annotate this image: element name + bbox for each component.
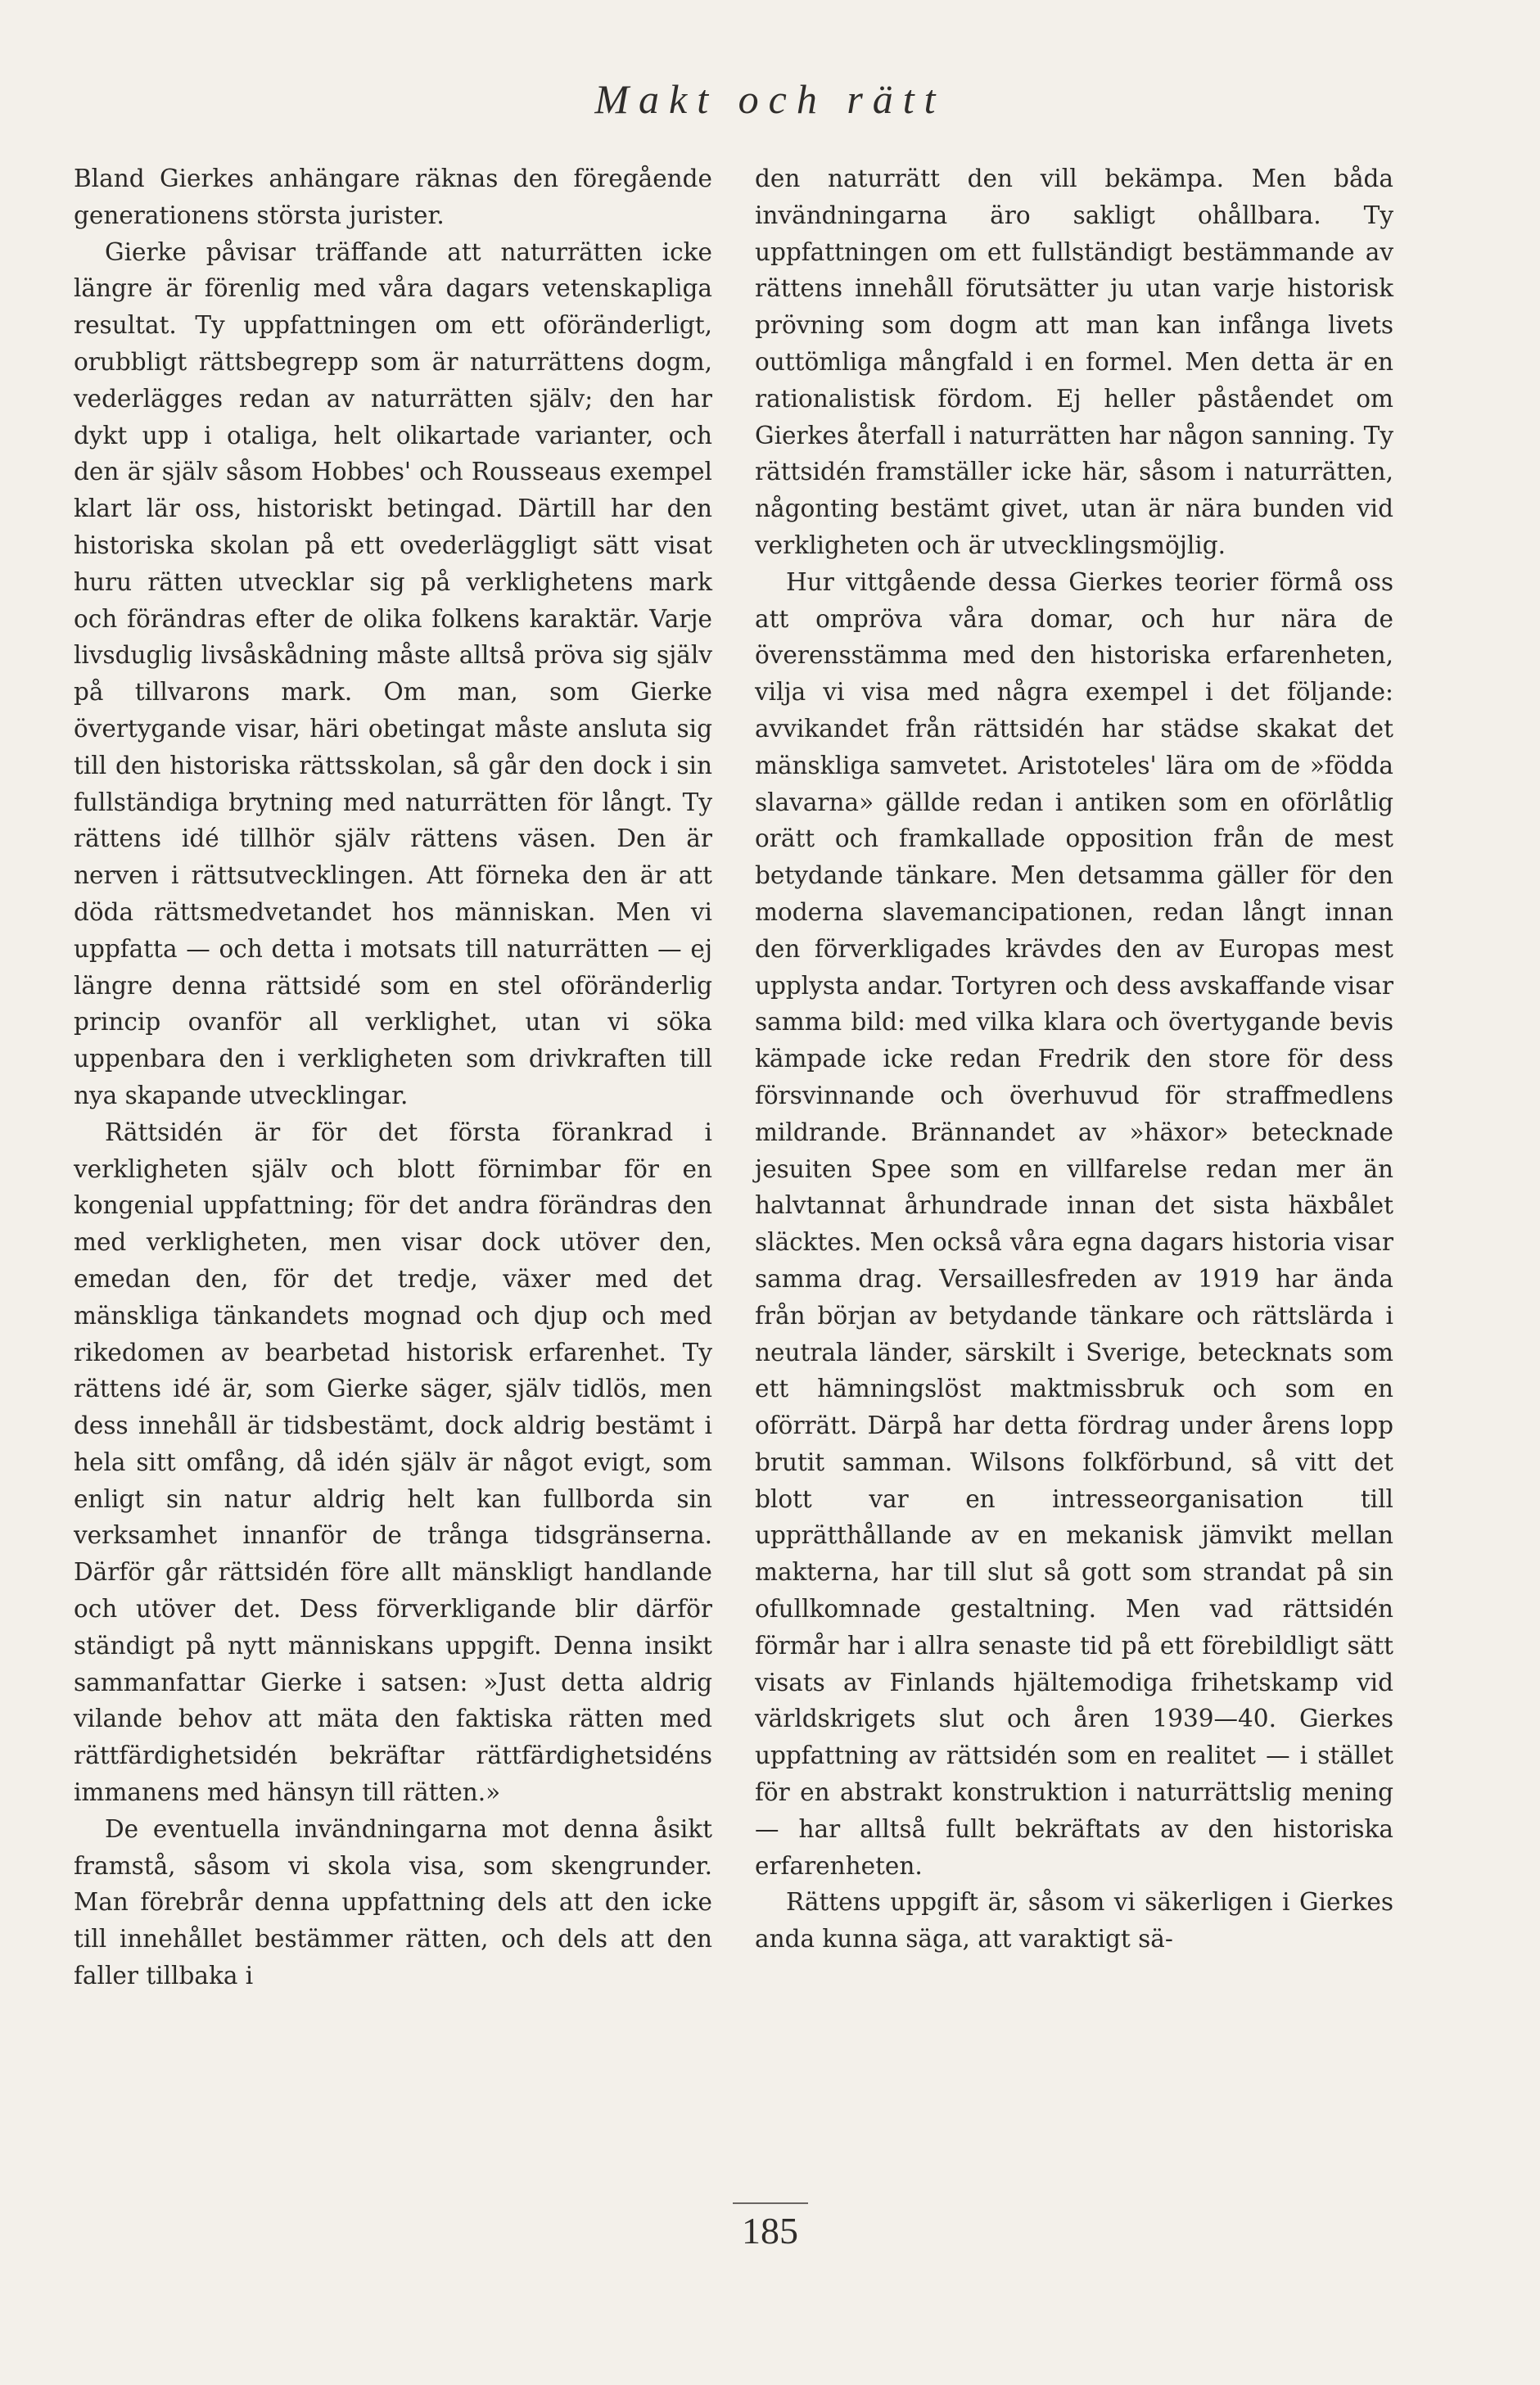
- page-number: 185: [742, 2210, 798, 2252]
- running-header: Makt och rätt: [594, 76, 946, 122]
- paragraph: De eventuella invändningarna mot denna åsikt framstå, såsom vi skola visa, som skengrunder. Man förebrår denna uppfattning dels att den icke till innehållet bestämmer rätten, och dels att den faller tillbaka i: [74, 1814, 712, 1990]
- footer-rule: [733, 2202, 808, 2204]
- paragraph: Rättsidén är för det första förankrad i verkligheten själv och blott förnimbar för en kongenial uppfattning; för det andra förändras den med verkligheten, men visar dock utöver den, emedan den, för det tredje, växer med det mänskliga tänkandets mognad och djup och med rikedomen av bearbetad historisk erfarenhet. Ty rättens idé är, som Gierke säger, själv tidlös, men dess innehåll är tidsbestämt, dock aldrig bestämt i hela sitt omfång, då idén själv är något evigt, som enligt sin natur aldrig helt kan fullborda sin verksamhet innanför de trånga tidsgränserna. Därför går rättsidén före allt mänskligt handlande och utöver det. Dess förverkligande blir därför ständigt på nytt människans uppgift. Denna insikt sammanfattar Gierke i satsen: »Just detta aldrig vilande behov att mäta den faktiska rätten med rättfärdighetsidén bekräftar rättfärdighetsidéns immanens med hänsyn till rätten.»: [74, 1118, 712, 1807]
- left-text-column: [74, 160, 712, 1994]
- paragraph: Bland Gierkes anhängare räknas den föregående generationens största jurister.: [74, 165, 712, 229]
- page-footer: [0, 2202, 1540, 2252]
- right-text-column: [755, 160, 1393, 1958]
- paragraph: Hur vittgående dessa Gierkes teorier förmå oss att ompröva våra domar, och hur nära de överensstämma med den historiska erfarenheten, vilja vi visa med några exempel i det följande: avvikandet från rättsidén har städse skakat det mänskliga samvetet. Aristoteles' lära om de »födda slavarna» gällde redan i antiken som en oförlåtlig orätt och framkallade opposition från de mest betydande tänkare. Men detsamma gäller för den moderna slavemancipationen, redan långt innan den förverkligades krävdes den av Europas mest upplysta andar. Tortyren och dess avskaffande visar samma bild: med vilka klara och övertygande bevis kämpade icke redan Fredrik den store för dess försvinnande och överhuvud för straffmedlens mildrande. Brännandet av »häxor» betecknade jesuiten Spee som en villfarelse redan mer än halvtannat århundrade innan det sista häxbålet släcktes. Men också våra egna dagars historia visar samma drag. Versaillesfreden av 1919 har ända från början av betydande tänkare och rättslärda i neutrala länder, särskilt i Sverige, betecknats som ett hämningslöst maktmissbruk och som en oförrätt. Därpå har detta fördrag under årens lopp brutit samman. Wilsons folkförbund, så vitt det blott var en intresseorganisation till upprätthållande av en mekanisk jämvikt mellan makterna, har till slut så gott som strandat på sin ofullkomnade gestaltning. Men vad rättsidén förmår har i allra senaste tid på ett förebildligt sätt visats av Finlands hjältemodiga frihetskamp vid världskrigets slut och åren 1939—40. Gierkes uppfattning av rättsidén som en realitet — i stället för en abstrakt konstruktion i naturrättslig mening — har alltså fullt bekräftats av den historiska erfarenheten.: [755, 567, 1393, 1880]
- paragraph: Rättens uppgift är, såsom vi säkerligen i Gierkes anda kunna säga, att varaktigt sä-: [755, 1888, 1393, 1954]
- paragraph: Gierke påvisar träffande att naturrätten icke längre är förenlig med våra dagars vetenskapliga resultat. Ty uppfattningen om ett oföränderligt, orubbligt rättsbegrepp som är naturrättens dogm, vederlägges redan av naturrätten själv; den har dykt upp i otaliga, helt olikartade varianter, och den är själv såsom Hobbes' och Rousseaus exempel klart lär oss, historiskt betingad. Därtill har den historiska skolan på ett ovederläggligt sätt visat huru rätten utvecklar sig på verklighetens mark och förändras efter de olika folkens karaktär. Varje livsduglig livsåskådning måste alltså pröva sig själv på tillvarons mark. Om man, som Gierke övertygande visar, häri obetingat måste ansluta sig till den historiska rättsskolan, så går den dock i sin fullständiga brytning med naturrätten för långt. Ty rättens idé tillhör själv rättens väsen. Den är nerven i rättsutvecklingen. Att förneka den är att döda rättsmedvetandet hos människan. Men vi uppfatta — och detta i motsats till naturrätten — ej längre denna rättsidé som en stel oföränderlig princip ovanför all verklighet, utan vi söka uppenbara den i verkligheten som drivkraften till nya skapande utvecklingar.: [74, 237, 712, 1109]
- paragraph: den naturrätt den vill bekämpa. Men båda invändningarna äro sakligt ohållbara. Ty uppfattningen om ett fullständigt bestämmande av rättens innehåll förutsätter ju utan varje historisk prövning som dogm att man kan infånga livets outtömliga mångfald i en formel. Men detta är en rationalistisk fördom. Ej heller påståendet om Gierkes återfall i naturrätten har någon sanning. Ty rättsidén framställer icke här, såsom i naturrätten, någonting bestämt givet, utan är nära bunden vid verkligheten och är utvecklingsmöjlig.: [755, 165, 1393, 559]
